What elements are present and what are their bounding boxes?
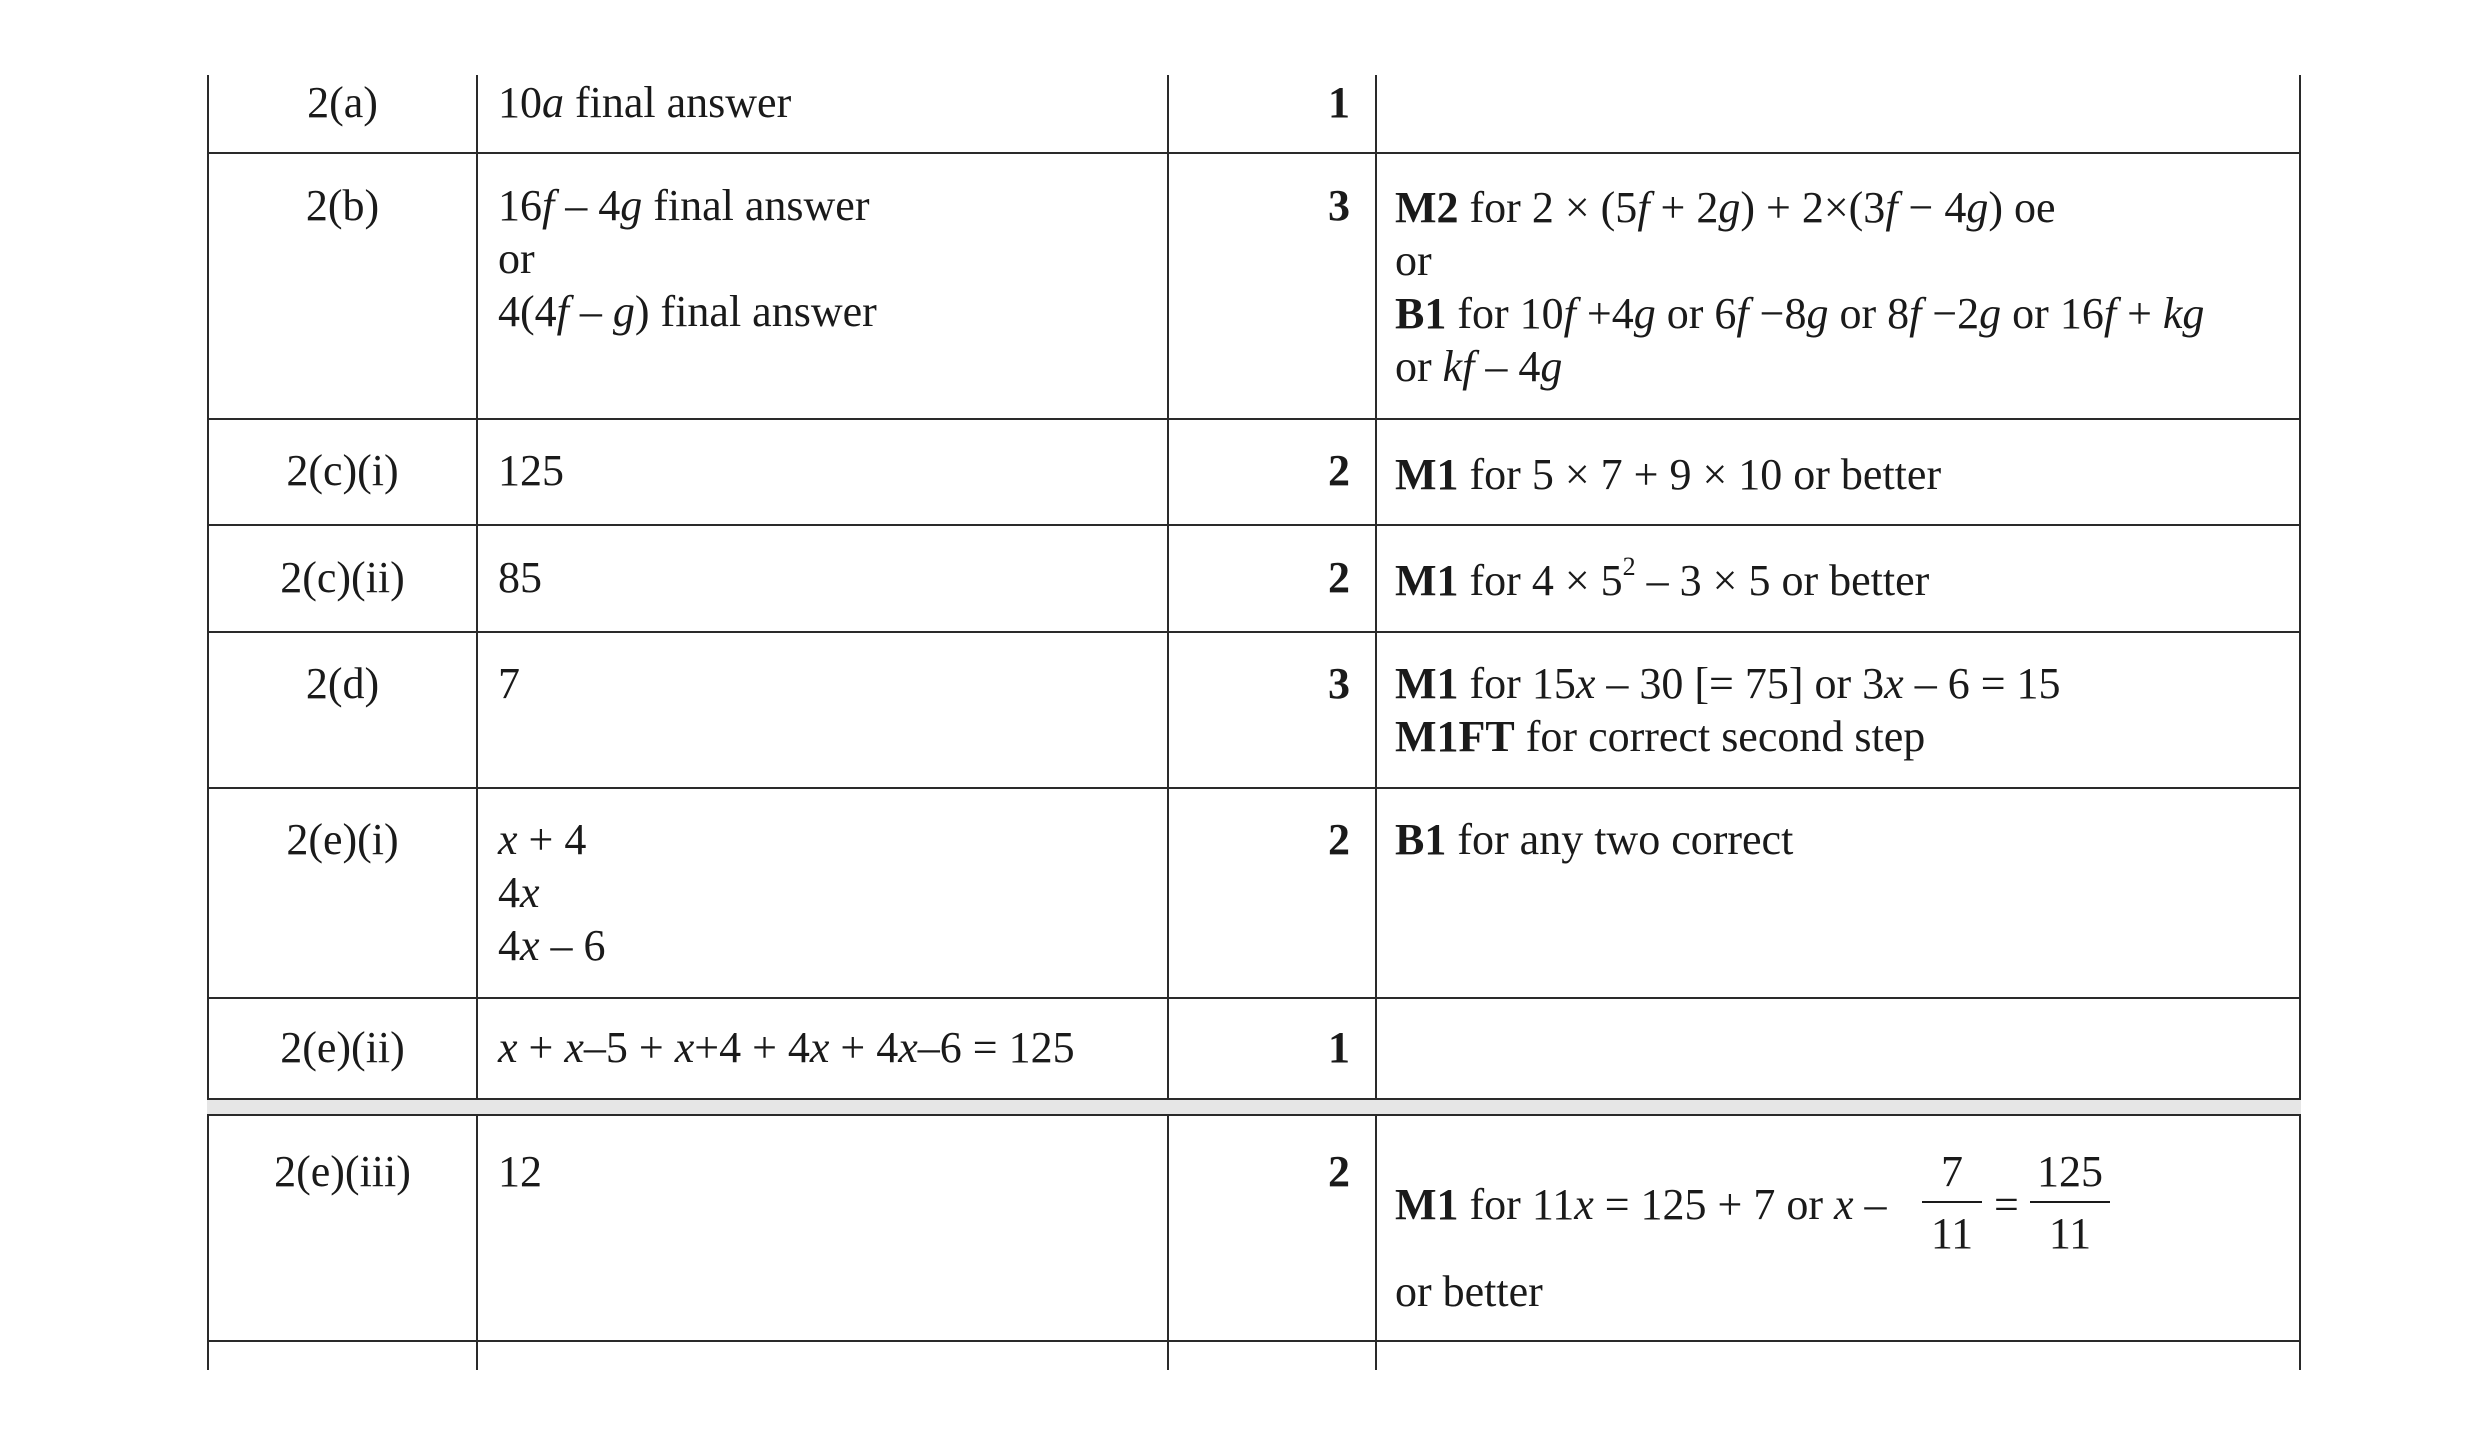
equals-sign: = xyxy=(1994,1180,2019,1229)
table-border-right xyxy=(2299,75,2301,1370)
row-divider xyxy=(207,997,2301,999)
answer-cell: 12 xyxy=(498,1147,542,1196)
answer-cell: x + 4 4x 4x – 6 xyxy=(498,815,606,970)
question-number: 2(c)(ii) xyxy=(280,553,405,602)
question-number: 2(b) xyxy=(305,181,380,230)
question-number: 2(a) xyxy=(307,78,378,127)
row-divider xyxy=(207,1098,2301,1100)
answer-cell: 16f – 4g final answer or 4(4f – g) final answer xyxy=(498,181,877,336)
row-divider xyxy=(207,152,2301,154)
question-number: 2(c)(i) xyxy=(286,446,399,495)
guidance-cell: M1 for 15x – 30 [= 75] or 3x – 6 = 15 M1FT for correct second step xyxy=(1395,659,2061,761)
guidance-cell: M2 for 2 × (5f + 2g) + 2×(3f − 4g) oe or B1 for 10f +4g or 6f −8g or 8f −2g or 16f + kg or kf – 4g xyxy=(1395,183,2205,391)
marks-cell: 3 xyxy=(1328,659,1350,708)
marks-cell: 1 xyxy=(1328,1023,1350,1072)
answer-cell: 10a final answer xyxy=(498,78,792,127)
marks-cell: 2 xyxy=(1328,1147,1350,1196)
row-divider xyxy=(207,1340,2301,1342)
fraction-7-over-11: 7 11 xyxy=(1922,1145,1982,1260)
marks-cell: 2 xyxy=(1328,553,1350,602)
guidance-cell: M1 for 5 × 7 + 9 × 10 or better xyxy=(1395,450,1942,499)
page-break-band xyxy=(207,1099,2301,1115)
question-number: 2(e)(i) xyxy=(286,815,399,864)
question-number: 2(e)(ii) xyxy=(280,1023,405,1072)
row-divider xyxy=(207,524,2301,526)
marks-cell: 3 xyxy=(1328,181,1350,230)
row-divider xyxy=(207,787,2301,789)
marks-cell: 2 xyxy=(1328,815,1350,864)
row-divider xyxy=(207,1114,2301,1116)
answer-cell: 85 xyxy=(498,553,542,602)
answer-cell: x + x–5 + x+4 + 4x + 4x–6 = 125 xyxy=(498,1023,1075,1072)
question-number: 2(d) xyxy=(305,659,380,708)
guidance-cell: M1 for 11x = 125 + 7 or x – xyxy=(1395,1180,1887,1229)
answer-cell: 7 xyxy=(498,659,520,708)
row-divider xyxy=(207,631,2301,633)
marks-cell: 2 xyxy=(1328,446,1350,495)
question-number: 2(e)(iii) xyxy=(274,1147,411,1196)
column-divider xyxy=(1375,75,1377,1370)
fraction-125-over-11: 125 11 xyxy=(2030,1145,2110,1260)
guidance-cell: M1 for $4 \times 5^2 - 3 \times 5$ or better xyxy=(1395,552,1930,605)
answer-cell: 125 xyxy=(498,446,564,495)
column-divider xyxy=(476,75,478,1370)
guidance-cell-continuation: or better xyxy=(1395,1267,1543,1316)
row-divider xyxy=(207,418,2301,420)
marks-cell: 1 xyxy=(1328,78,1350,127)
guidance-cell: B1 for any two correct xyxy=(1395,815,1794,864)
